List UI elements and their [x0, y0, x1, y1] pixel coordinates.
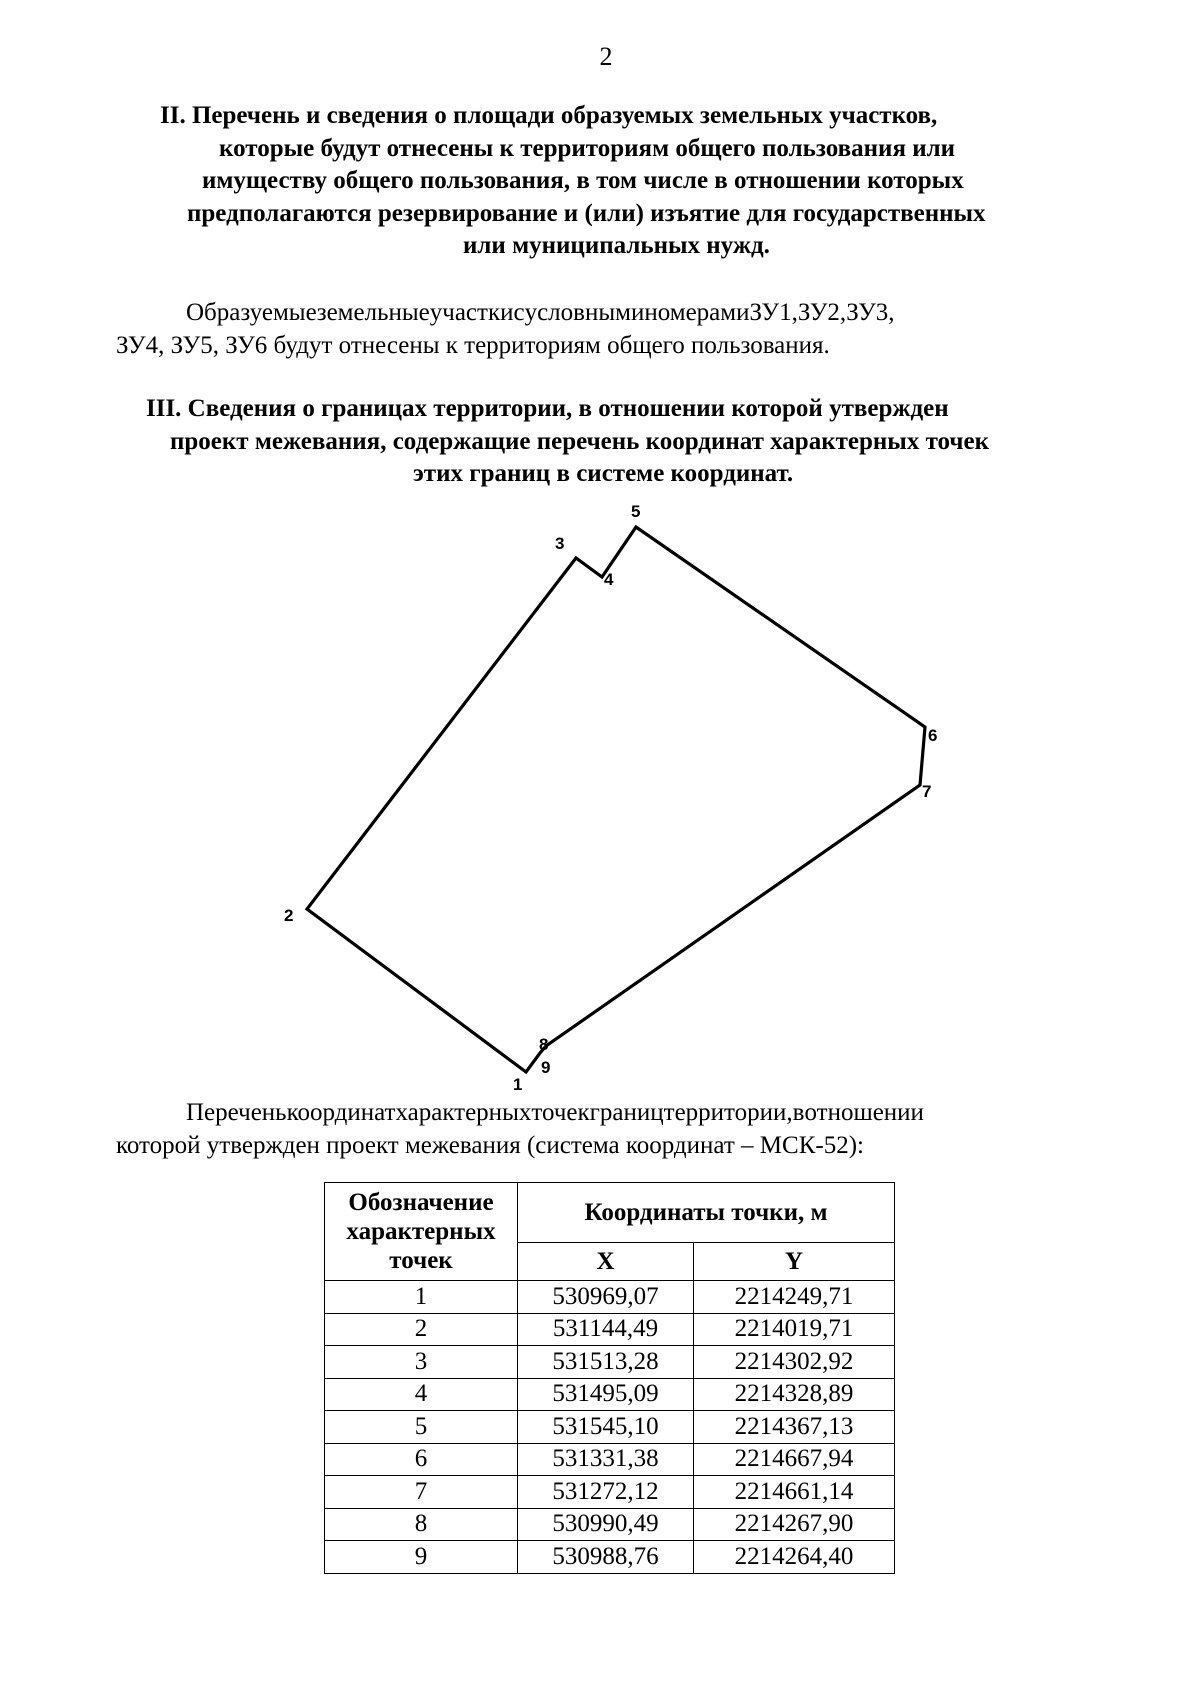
point-cell: 6	[325, 1443, 518, 1476]
paragraph-word: координат	[286, 1099, 396, 1126]
paragraph-word: точек	[531, 1099, 590, 1126]
list-intro-paragraph	[116, 1096, 1106, 1162]
point-cell: 2	[325, 1313, 518, 1346]
coordinates-table	[324, 1182, 895, 1574]
section-2-paragraph	[116, 296, 1106, 362]
paragraph-word: ЗУ1,	[749, 299, 798, 326]
table-row	[325, 1476, 895, 1509]
point-cell: 4	[325, 1378, 518, 1411]
paragraph-word: Перечень	[186, 1099, 287, 1126]
paragraph-word: с	[513, 299, 525, 326]
point-cell: 9	[325, 1541, 518, 1574]
section-2-heading-line: или муниципальных нужд.	[463, 232, 770, 259]
section-3-heading-line: проект межевания, содержащие перечень координат характерных точек	[170, 427, 989, 455]
x-cell: 530990,49	[518, 1508, 694, 1541]
paragraph-word: номерами	[644, 299, 750, 326]
section-2-heading-line: II. Перечень и сведения о площади образуемых земельных участков,	[160, 102, 938, 129]
section-3-heading-line: этих границ в системе координат.	[413, 460, 794, 487]
page-number: 2	[599, 42, 613, 71]
point-cell: 7	[325, 1476, 518, 1509]
section-3-heading-line: III. Сведения о границах территории, в отношении которой утвержден	[146, 395, 949, 422]
header-line: точек	[389, 1247, 453, 1274]
x-cell: 531272,12	[518, 1476, 694, 1509]
point-label: 4	[604, 570, 614, 589]
y-cell: 2214019,71	[694, 1313, 895, 1346]
x-header: X	[518, 1243, 694, 1281]
paragraph-word: отношении	[804, 1099, 924, 1126]
x-cell: 530988,76	[518, 1541, 694, 1574]
paragraph-word: земельные	[316, 299, 430, 326]
y-cell: 2214328,89	[694, 1378, 895, 1411]
section-3-heading	[146, 393, 1106, 491]
coordinates-table-body	[325, 1281, 895, 1574]
x-cell: 531144,49	[518, 1313, 694, 1346]
x-cell: 531495,09	[518, 1378, 694, 1411]
point-cell: 3	[325, 1346, 518, 1379]
table-row	[325, 1281, 895, 1314]
paragraph-line: которой утвержден проект межевания (система координат – МСК-52):	[116, 1132, 864, 1159]
paragraph-word: участки	[429, 299, 514, 326]
boundary-polygon	[307, 527, 925, 1072]
y-header: Y	[694, 1243, 895, 1281]
point-cell: 1	[325, 1281, 518, 1314]
paragraph-word: территории,	[663, 1099, 793, 1126]
paragraph-word: ЗУ3,	[846, 299, 895, 326]
header-line: характерных	[346, 1218, 496, 1245]
paragraph-word: Образуемые	[186, 299, 317, 326]
table-row	[325, 1443, 895, 1476]
point-label: 1	[513, 1075, 523, 1094]
x-cell: 531513,28	[518, 1346, 694, 1379]
x-cell: 530969,07	[518, 1281, 694, 1314]
y-cell: 2214302,92	[694, 1346, 895, 1379]
y-cell: 2214264,40	[694, 1541, 895, 1574]
table-row	[325, 1411, 895, 1444]
point-label: 7	[922, 782, 932, 801]
section-2-heading-line: предполагаются резервирование и (или) изъятие для государственных	[187, 199, 986, 227]
paragraph-line: ЗУ4, ЗУ5, ЗУ6 будут отнесены к территориям общего пользования.	[116, 332, 830, 359]
x-cell: 531545,10	[518, 1411, 694, 1444]
point-label: 9	[541, 1058, 551, 1077]
table-row	[325, 1541, 895, 1574]
section-2-heading-line: имуществу общего пользования, в том числе в отношении которых	[202, 167, 964, 194]
paragraph-word: условными	[524, 299, 645, 326]
y-cell: 2214367,13	[694, 1411, 895, 1444]
section-2-heading	[160, 100, 1100, 263]
paragraph-line	[116, 296, 1106, 329]
point-label: 3	[555, 534, 565, 553]
point-label: 8	[539, 1035, 549, 1054]
header-line: Обозначение	[348, 1189, 494, 1216]
y-cell: 2214267,90	[694, 1508, 895, 1541]
point-designation-header	[325, 1183, 518, 1281]
point-label: 6	[928, 726, 938, 745]
paragraph-word: границ	[589, 1099, 664, 1126]
paragraph-word: характерных	[395, 1099, 532, 1126]
point-label: 2	[284, 906, 294, 925]
table-row	[325, 1378, 895, 1411]
paragraph-word: ЗУ2,	[797, 299, 847, 326]
coordinates-header: Координаты точки, м	[518, 1183, 895, 1243]
x-cell: 531331,38	[518, 1443, 694, 1476]
table-row	[325, 1346, 895, 1379]
point-cell: 5	[325, 1411, 518, 1444]
y-cell: 2214667,94	[694, 1443, 895, 1476]
table-row	[325, 1508, 895, 1541]
point-label: 5	[631, 502, 641, 521]
paragraph-line	[116, 1096, 1106, 1129]
y-cell: 2214249,71	[694, 1281, 895, 1314]
paragraph-word: в	[792, 1099, 805, 1126]
point-cell: 8	[325, 1508, 518, 1541]
table-row	[325, 1313, 895, 1346]
section-2-heading-line: которые будут отнесены к территориям общего пользования или	[219, 134, 956, 162]
y-cell: 2214661,14	[694, 1476, 895, 1509]
